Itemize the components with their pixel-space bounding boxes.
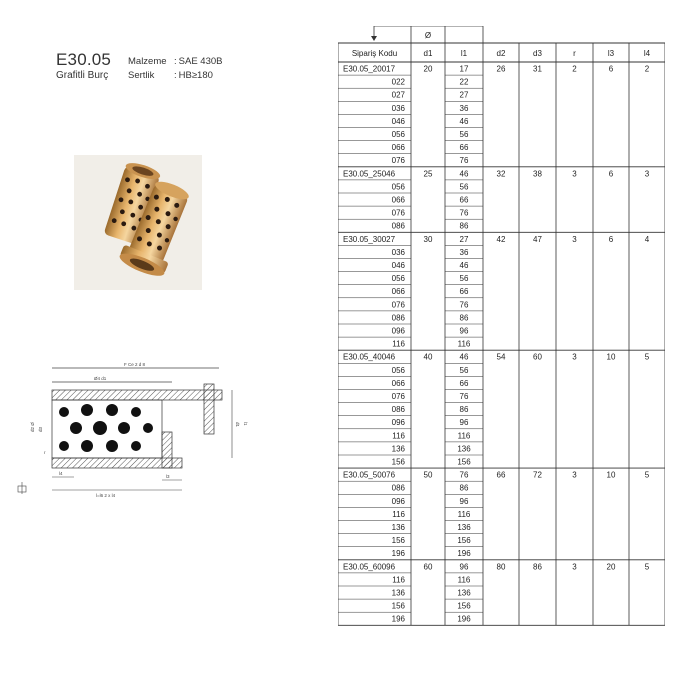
order-code-cell: 156 bbox=[391, 601, 405, 611]
header-cell: d3 bbox=[533, 49, 542, 58]
order-code-cell: 056 bbox=[391, 274, 405, 284]
order-code-cell: 086 bbox=[391, 405, 405, 415]
header-cell: l4 bbox=[643, 49, 651, 58]
order-code-cell: 196 bbox=[391, 614, 405, 624]
r-cell: 3 bbox=[572, 169, 577, 179]
header-cell: Sipariş Kodu bbox=[351, 49, 398, 58]
order-code-cell: 116 bbox=[392, 339, 405, 349]
order-code-cell: E30.05_40046 bbox=[343, 352, 396, 362]
dim-label-l4: l4 bbox=[59, 471, 63, 476]
order-code-cell: E30.05_60096 bbox=[343, 562, 396, 572]
l1-cell: 22 bbox=[459, 77, 469, 87]
l4-cell: 3 bbox=[644, 169, 650, 179]
l1-cell: 76 bbox=[459, 300, 469, 310]
d2-cell: 54 bbox=[496, 352, 506, 362]
l1-cell: 156 bbox=[457, 601, 471, 611]
technical-drawing bbox=[14, 362, 254, 512]
d2-cell: 80 bbox=[496, 562, 506, 572]
d1-cell: 60 bbox=[423, 562, 433, 572]
l1-cell: 86 bbox=[459, 221, 469, 231]
l1-cell: 136 bbox=[457, 523, 471, 532]
d2-cell: 66 bbox=[496, 470, 506, 480]
order-code-cell: 022 bbox=[391, 77, 405, 87]
l1-cell: 76 bbox=[459, 470, 469, 480]
l4-cell: 5 bbox=[644, 470, 650, 480]
order-code-cell: 136 bbox=[391, 588, 405, 598]
r-cell: 3 bbox=[572, 562, 577, 572]
d1-cell: 25 bbox=[423, 169, 433, 179]
dim-label-l3: l3 bbox=[166, 474, 170, 479]
l1-cell: 96 bbox=[459, 326, 469, 336]
d1-cell: 20 bbox=[423, 64, 433, 74]
order-code-cell: E30.05_30027 bbox=[343, 234, 396, 244]
l1-cell: 76 bbox=[459, 208, 469, 218]
l1-cell: 86 bbox=[459, 405, 469, 415]
order-code-cell: E30.05_20017 bbox=[343, 64, 396, 74]
order-code-cell: 056 bbox=[391, 365, 405, 375]
d3-cell: 72 bbox=[533, 470, 542, 480]
order-code-cell: 196 bbox=[391, 549, 405, 559]
spec-hardness-label: Sertlik bbox=[128, 70, 155, 81]
order-code-cell: 046 bbox=[391, 116, 405, 126]
order-code-cell: 096 bbox=[391, 496, 405, 506]
l1-cell: 116 bbox=[457, 509, 471, 519]
l1-cell: 17 bbox=[459, 64, 469, 74]
order-code-cell: 096 bbox=[391, 326, 405, 336]
l1-cell: 56 bbox=[459, 274, 469, 284]
spec-hardness-value: HB≥180 bbox=[178, 70, 213, 81]
l1-cell: 136 bbox=[457, 588, 471, 598]
l1-cell: 66 bbox=[459, 195, 469, 205]
d1-cell: 30 bbox=[423, 234, 433, 244]
l1-cell: 36 bbox=[459, 247, 469, 257]
l4-cell: 4 bbox=[644, 234, 650, 244]
l1-cell: 27 bbox=[459, 90, 469, 100]
l1-cell: 116 bbox=[457, 339, 471, 349]
order-code-cell: 116 bbox=[392, 509, 405, 519]
l1-cell: 116 bbox=[457, 431, 471, 441]
d2-cell: 26 bbox=[496, 64, 506, 74]
order-code-cell: 036 bbox=[391, 103, 405, 113]
order-code-cell: E30.05_25046 bbox=[343, 169, 396, 179]
order-code-cell: E30.05_50076 bbox=[343, 470, 396, 480]
order-code-cell: 136 bbox=[391, 523, 405, 532]
l3-cell: 6 bbox=[608, 234, 614, 244]
order-code-cell: 096 bbox=[391, 418, 405, 428]
header-cell: d2 bbox=[496, 49, 506, 58]
l3-cell: 20 bbox=[606, 562, 616, 572]
dim-label-d3: d3 bbox=[38, 426, 43, 432]
l1-cell: 66 bbox=[459, 143, 469, 153]
l1-cell: 66 bbox=[459, 378, 469, 388]
l1-cell: 56 bbox=[459, 182, 469, 192]
order-code-cell: 086 bbox=[391, 483, 405, 493]
l1-cell: 56 bbox=[459, 365, 469, 375]
d3-cell: 86 bbox=[533, 562, 542, 572]
l1-cell: 196 bbox=[457, 549, 471, 559]
l1-cell: 46 bbox=[459, 169, 469, 179]
l1-cell: 136 bbox=[457, 444, 471, 454]
header-cell: r bbox=[573, 49, 576, 58]
d3-cell: 38 bbox=[533, 169, 542, 179]
dim-label-h: l1 bbox=[243, 422, 248, 426]
l1-cell: 156 bbox=[457, 536, 471, 546]
order-code-cell: 066 bbox=[391, 287, 405, 297]
l1-cell: 196 bbox=[457, 614, 471, 624]
d1-cell: 50 bbox=[423, 470, 433, 480]
r-cell: 3 bbox=[572, 470, 577, 480]
l1-cell: 116 bbox=[457, 575, 471, 585]
l1-cell: 46 bbox=[459, 116, 469, 126]
l1-cell: 96 bbox=[459, 496, 469, 506]
l1-cell: 76 bbox=[459, 156, 469, 166]
order-code-cell: 086 bbox=[391, 313, 405, 323]
order-code-cell: 036 bbox=[391, 247, 405, 257]
l1-cell: 36 bbox=[459, 103, 469, 113]
product-photo bbox=[74, 155, 202, 290]
dim-label-mid: Ø4 d1 bbox=[94, 376, 107, 381]
order-code-cell: 136 bbox=[391, 444, 405, 454]
d2-cell: 42 bbox=[496, 234, 506, 244]
order-code-cell: 056 bbox=[391, 130, 405, 139]
l1-cell: 96 bbox=[459, 418, 469, 428]
dim-label-d2: d2 Ø bbox=[30, 422, 35, 432]
l1-cell: 66 bbox=[459, 287, 469, 297]
l1-cell: 46 bbox=[459, 261, 469, 270]
l3-cell: 6 bbox=[608, 169, 614, 179]
dim-label-bottom: l=l6 2 x l4 bbox=[96, 493, 116, 498]
spec-hardness: Sertlik : HB≥180 bbox=[128, 70, 213, 81]
l1-cell: 56 bbox=[459, 130, 469, 139]
l4-cell: 5 bbox=[644, 562, 650, 572]
l3-cell: 10 bbox=[606, 470, 616, 480]
dimension-table bbox=[338, 26, 665, 636]
order-code-cell: 056 bbox=[391, 182, 405, 192]
dim-label-d1: d1 bbox=[235, 422, 240, 428]
order-code-cell: 116 bbox=[392, 431, 405, 441]
l1-cell: 156 bbox=[457, 457, 471, 467]
header-cell: l1 bbox=[460, 49, 468, 58]
order-code-cell: 076 bbox=[391, 300, 405, 310]
spec-material-value: SAE 430B bbox=[178, 56, 223, 67]
r-cell: 3 bbox=[572, 352, 577, 362]
r-cell: 2 bbox=[572, 64, 577, 74]
l3-cell: 6 bbox=[608, 64, 614, 74]
order-code-cell: 076 bbox=[391, 392, 405, 401]
l4-cell: 5 bbox=[644, 352, 650, 362]
l1-cell: 86 bbox=[459, 483, 469, 493]
order-code-cell: 066 bbox=[391, 378, 405, 388]
dim-label-top: F Ce 2 d 8 bbox=[124, 362, 146, 367]
spec-material: Malzeme : SAE 430B bbox=[128, 56, 223, 67]
r-cell: 3 bbox=[572, 234, 577, 244]
l3-cell: 10 bbox=[606, 352, 616, 362]
arrow-down-icon bbox=[371, 36, 377, 41]
order-code-cell: 027 bbox=[391, 90, 405, 100]
d3-cell: 60 bbox=[533, 352, 542, 362]
l1-cell: 27 bbox=[459, 234, 469, 244]
d1-cell: 40 bbox=[423, 352, 433, 362]
header-cell: d1 bbox=[423, 49, 433, 58]
l1-cell: 76 bbox=[459, 392, 469, 401]
d3-cell: 47 bbox=[533, 234, 542, 244]
d3-cell: 31 bbox=[533, 64, 542, 74]
order-code-cell: 076 bbox=[391, 156, 405, 166]
order-code-cell: 076 bbox=[391, 208, 405, 218]
product-code: E30.05 bbox=[56, 50, 112, 69]
dim-label-r: r bbox=[44, 450, 46, 455]
order-code-cell: 066 bbox=[391, 195, 405, 205]
order-code-cell: 066 bbox=[391, 143, 405, 153]
l1-cell: 86 bbox=[459, 313, 469, 323]
order-code-cell: 116 bbox=[392, 575, 405, 585]
d2-cell: 32 bbox=[496, 169, 506, 179]
l1-cell: 96 bbox=[459, 562, 469, 572]
l4-cell: 2 bbox=[644, 64, 650, 74]
order-code-cell: 086 bbox=[391, 221, 405, 231]
diameter-symbol: Ø bbox=[424, 31, 432, 40]
order-code-cell: 156 bbox=[391, 457, 405, 467]
product-name: Grafitli Burç bbox=[56, 70, 109, 81]
spec-material-label: Malzeme bbox=[128, 56, 167, 67]
order-code-cell: 046 bbox=[391, 261, 405, 270]
order-code-cell: 156 bbox=[391, 536, 405, 546]
header-cell: l3 bbox=[607, 49, 615, 58]
l1-cell: 46 bbox=[459, 352, 469, 362]
